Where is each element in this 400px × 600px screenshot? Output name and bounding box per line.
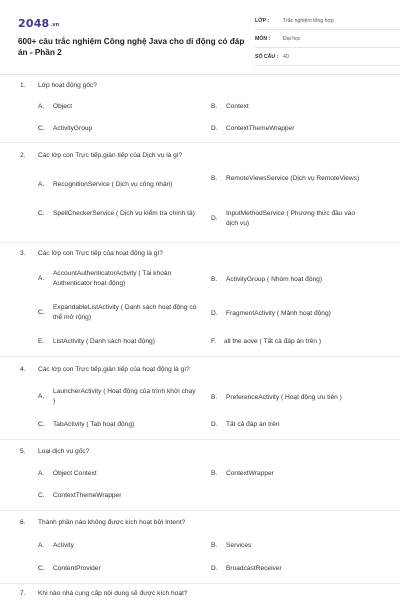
option-c[interactable]: [38, 303, 203, 322]
option-letter: B.: [211, 394, 218, 402]
meta-value: Đại học: [283, 36, 301, 42]
option-text: Tất cả đáp án trên: [226, 421, 280, 428]
option-letter: A.: [38, 542, 45, 550]
question-number: 6.: [20, 519, 26, 526]
option-text: ActivityGroup: [53, 125, 93, 132]
option-text: FragmentActivity ( Mảnh hoạt động): [226, 310, 331, 317]
option-text: AccountAuthenticatorActivity ( Tài khoản Authenticator hoạt động): [53, 270, 172, 287]
meta-value: 40: [283, 54, 289, 60]
option-letter: A.: [38, 470, 45, 478]
option-letter: B.: [211, 103, 218, 111]
option-text: ContextThemeWrapper: [226, 125, 295, 132]
question-number: 1.: [20, 82, 26, 89]
question-divider: [0, 142, 400, 143]
option-text: RecognitionService ( Dịch vụ công nhận): [53, 181, 173, 188]
option-text: InputMethodService ( Phương thức đầu vào dịch vụ): [226, 210, 355, 227]
meta-row-count: [255, 52, 400, 66]
option-c[interactable]: [38, 564, 203, 574]
option-b[interactable]: [211, 541, 381, 551]
site-logo[interactable]: [18, 14, 59, 28]
question-number: 5.: [20, 448, 26, 455]
option-text: PreferenceActivity ( Hoạt động ưu tiên ): [226, 394, 342, 401]
question-divider: [0, 356, 400, 357]
option-letter: A.: [38, 275, 45, 282]
option-letter: C.: [38, 565, 45, 573]
option-b[interactable]: [211, 275, 381, 285]
option-letter: C.: [38, 309, 45, 316]
question-text: Các lớp con Trực tiếp,gián tiếp của hoạt động là gì?: [38, 366, 190, 373]
option-b[interactable]: [211, 174, 371, 184]
option-d[interactable]: [211, 124, 381, 134]
option-a[interactable]: [38, 469, 203, 479]
option-a[interactable]: [38, 180, 203, 190]
option-b[interactable]: [211, 393, 381, 403]
option-letter: B.: [211, 542, 218, 550]
meta-label: SỐ CÂU :: [255, 54, 279, 60]
meta-label: LỚP :: [255, 18, 270, 24]
option-text: Object Context: [53, 470, 97, 477]
option-letter: A.: [38, 181, 45, 189]
meta-label: MÔN :: [255, 36, 271, 42]
option-d[interactable]: [211, 564, 381, 574]
option-text: BroadcastReceiver: [226, 565, 282, 572]
option-d[interactable]: [211, 209, 371, 228]
option-letter: F.: [211, 338, 217, 346]
option-letter: D.: [211, 565, 218, 573]
option-c[interactable]: [38, 491, 203, 501]
option-d[interactable]: [211, 309, 381, 319]
option-text: Activity: [53, 542, 74, 549]
question-text: Lớp hoạt động gốc?: [38, 82, 97, 89]
option-letter: A.: [38, 103, 45, 111]
option-b[interactable]: [211, 469, 381, 479]
meta-value: Trắc nghiệm tổng hợp: [283, 18, 334, 24]
option-c[interactable]: [38, 124, 198, 134]
option-letter: D.: [211, 215, 218, 222]
option-text: LauncherActivity ( Hoạt động của trình khởi chạy ): [53, 388, 196, 405]
meta-row-subject: [255, 34, 400, 48]
option-text: ContextWrapper: [226, 470, 274, 477]
option-c[interactable]: [38, 209, 203, 219]
option-c[interactable]: [38, 420, 203, 430]
question-text: Loại dịch vụ gốc?: [38, 448, 90, 455]
question-text: Các lớp con Trực tiếp,gián tiếp của Dịch vụ là gì?: [38, 152, 183, 159]
option-letter: B.: [211, 276, 218, 284]
meta-row-class: [255, 16, 400, 30]
option-letter: C.: [38, 210, 45, 218]
option-text: ExpandableListActivity ( Danh sách hoạt động có thể mở rộng): [53, 304, 197, 321]
option-a[interactable]: [38, 541, 203, 551]
question-number: 7.: [20, 590, 26, 597]
option-text: ActivityGroup ( Nhóm hoạt động): [226, 276, 323, 283]
logo-sub-text: .vn: [50, 22, 60, 28]
option-letter: B.: [211, 470, 218, 478]
option-b[interactable]: [211, 102, 381, 112]
option-letter: C.: [38, 492, 45, 500]
question-number: 4.: [20, 366, 26, 373]
option-text: TabActivity ( Tab hoạt động): [53, 421, 135, 428]
question-divider: [0, 583, 400, 584]
page-title: 600+ câu trắc nghiệm Công nghệ Java cho di động có đáp án - Phần 2: [18, 37, 245, 57]
option-letter: D.: [211, 421, 218, 429]
question-text: Các lớp con Trực tiếp của hoạt động là gì?: [38, 250, 163, 257]
option-text: RemoteViewsService (Dịch vụ RemoteViews): [226, 175, 360, 182]
option-text: Services: [226, 542, 252, 549]
option-letter: C.: [38, 125, 45, 133]
option-text: SpellCheckerService ( Dịch vụ kiểm tra chính tả): [53, 210, 195, 217]
option-letter: B.: [211, 175, 218, 183]
question-text: Khi nào nhà cung cấp nội dung sẽ được kích hoạt?: [38, 590, 188, 597]
option-text: ListActivity ( Danh sách hoạt động): [53, 338, 155, 345]
option-letter: E.: [38, 338, 45, 346]
option-letter: A.: [38, 393, 45, 400]
question-number: 2.: [20, 152, 26, 159]
option-text: Object: [53, 103, 73, 110]
option-a[interactable]: [38, 269, 203, 288]
question-number: 3.: [20, 250, 26, 257]
option-f[interactable]: [211, 337, 381, 347]
option-text: ContextThemeWrapper: [53, 492, 122, 499]
option-letter: D.: [211, 125, 218, 133]
option-letter: D.: [211, 310, 218, 318]
question-divider: [0, 439, 400, 440]
logo-main-text: 2048: [18, 17, 50, 30]
option-text: all the aove ( Tất cả đáp án trên ): [224, 338, 322, 345]
option-a[interactable]: [38, 387, 203, 406]
option-letter: C.: [38, 421, 45, 429]
header-divider: [0, 74, 400, 75]
page-header: [18, 14, 384, 76]
question-divider: [0, 510, 400, 511]
exam-meta: [255, 16, 400, 70]
question-text: Thành phần nào không được kích hoạt bởi Intent?: [38, 519, 186, 526]
option-e[interactable]: [38, 337, 203, 347]
option-a[interactable]: [38, 102, 198, 112]
option-text: Context: [226, 103, 249, 110]
option-text: ContentProvider: [53, 565, 101, 572]
option-d[interactable]: [211, 420, 381, 430]
question-divider: [0, 242, 400, 243]
